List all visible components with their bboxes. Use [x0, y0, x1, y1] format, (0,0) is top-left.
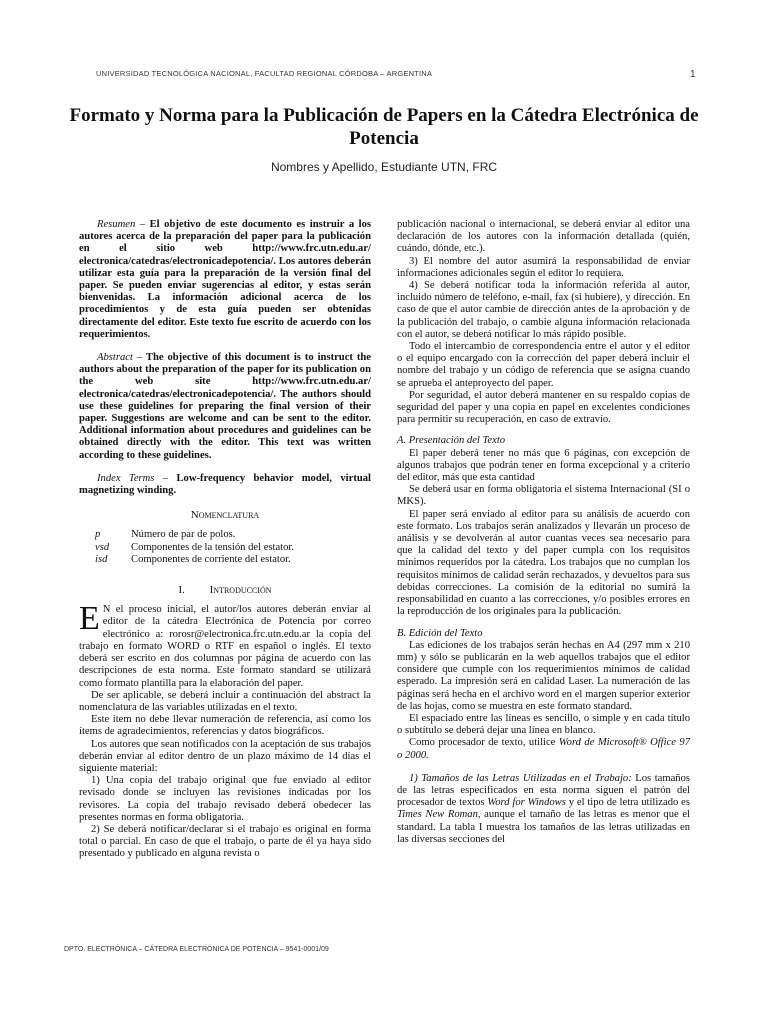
index-terms-label: Index Terms – [97, 472, 169, 484]
intro-paragraph-4: Los autores que sean notificados con la aceptación de sus trabajos deberán enviar al editor dentro de un plazo máximo de 14 días el siguiente material: [79, 738, 371, 774]
intro-paragraph-3: Este ítem no debe llevar numeración de referencia, así como los ítems de agradecimientos, referencias y datos biográficos. [79, 714, 371, 738]
right-paragraph-2: 3) El nombre del autor asumirá la responsabilidad de enviar informaciones adicionales según el editor lo requiera. [397, 255, 690, 279]
nomenclature-item [95, 542, 371, 554]
nomenclature-symbol: p [95, 529, 101, 541]
section-a-paragraph-2: Se deberá usar en forma obligatoria el sistema Internacional (SI o MKS). [397, 484, 690, 508]
intro-paragraph-2: De ser aplicable, se deberá incluir a continuación del abstract la nomenclatura de las variables utilizadas en el texto. [79, 689, 371, 713]
section-b-paragraph-3 [397, 737, 690, 761]
resumen-paragraph [79, 219, 371, 341]
font-sizes-em-2: Times New Roman [397, 809, 478, 821]
resumen-text: El objetivo de este documento es instruir a los autores acerca de la preparación del paper para la publicación en el sitio web http://www.frc.utn.edu.ar/ electronica/catedras/electronicadepotencia/. Los autores deberán utilizar esta guía para la preparación de la versión final del paper. Se pueden enviar sugerencias al editor, y estas serán bienvenidas. La información adicional acerca de los procedimientos y de esta guía pueden ser obtenidas directamente del editor. Este texto fue escrito de acuerdo con los requerimientos. [79, 219, 372, 340]
nomenclature-item [95, 529, 371, 541]
section-b-paragraph-2: El espaciado entre las líneas es sencillo, o simple y en cada título o subtítulo se deberá dejar una línea en blanco. [397, 712, 690, 737]
nomenclature-desc: Número de par de polos. [131, 529, 236, 541]
right-column [397, 219, 690, 846]
section-title: Introducción [209, 584, 272, 597]
intro-paragraph-1 [79, 600, 371, 689]
font-sizes-text-b: y el tipo de letra utilizado es [565, 797, 690, 809]
abstract-paragraph [79, 352, 371, 462]
running-header: UNIVERSIDAD TECNOLÓGICA NACIONAL, FACULTAD REGIONAL CÓRDOBA – ARGENTINA [96, 69, 433, 78]
nomenclature-symbol: isd [95, 553, 108, 565]
subsection-b-heading: B. Edición del Texto [397, 627, 483, 639]
introduction-heading [79, 584, 371, 596]
right-paragraph-1: publicación nacional o internacional, se deberá enviar al editor una declaración de los autores con la información detallada (quién, cuándo, dónde, etc.). [397, 219, 690, 255]
nomenclature-desc: Componentes de corriente del estator. [131, 553, 291, 565]
intro-text-1: N el proceso inicial, el autor/los autores deberán enviar al editor de la cátedra Electrónica de Potencia por correo electrónico a: rorosr@electronica.frc.utn.edu.ar la copia del trabajo en formato WORD o RTF en español o inglés. El texto deberá ser escrito en dos columnas por página de acuerdo con las descripciones de esta norma. Este formato standard se utilizará como formato plantilla para la elaboración del paper. [79, 604, 371, 689]
nomenclature-item [95, 554, 371, 566]
right-paragraph-3: 4) Se deberá notificar toda la información referida al autor, incluido número de teléfono, e-mail, fax (si hubiere), y dirección. En caso de que el autor cambie de dirección antes de la aprobación y de la publicación del trabajo, o cambie alguna información relacionada con el autor, se deberá notificar lo más rápido posible. [397, 280, 690, 340]
abstract-text: The objective of this document is to instruct the authors about the preparation of the paper for its publication on the web site http://www.frc.utn.edu.ar/ electronica/catedras/electronicadepotencia/. The authors should use these guidelines for preparing the final version of their paper. Suggestions are welcome and can be sent to the editor. Additional information about procedures and guidelines can be obtained directly with the editor. This text was written according to these guidelines. [79, 352, 371, 461]
resumen-label: Resumen – [97, 219, 146, 230]
drop-cap: E [79, 600, 100, 638]
font-sizes-paragraph [397, 773, 690, 846]
intro-paragraph-6: 2) Se deberá notificar/declarar si el trabajo es original en forma total o parcial. En caso de que el trabajo, o parte de él ya haya sido presentado y publicado en alguna revista o [79, 823, 371, 860]
section-b-paragraph-1: Las ediciones de los trabajos serán hechas en A4 (297 mm x 210 mm) y sólo se publicarán en la web aquellos trabajos que el editor considere que cumple con los requerimientos mínimos de calidad esperado. La impresión será en calidad Laser. La numeración de las páginas será hecha en el archivo word en el margen superior exterior de las hojas, como se muestra en este formato standard. [397, 639, 690, 712]
nomenclature-desc: Componentes de la tensión del estator. [131, 541, 294, 553]
abstract-label: Abstract – [97, 352, 143, 364]
font-sizes-text-c: , aunque el tamaño de las letras es menor que el standard. La tabla I muestra los tamaños de las letras utilizadas en las diversas secciones del [397, 809, 690, 845]
index-terms-paragraph [79, 473, 371, 497]
section-a-paragraph-3: El paper será enviado al editor para su análisis de acuerdo con este formato. Los trabajos serán analizados y llevarán un proceso de análisis y se devolverán al autor cuantas veces sea necesario para que la calidad del texto y del paper cumpla con los requisitos mínimos requeridos por la cátedra. Los trabajos que no cumplan los requisitos mínimos de calidad serán rechazados, y devueltos para sus debidas correcciones. La comisión de la editorial no sumirá la responsabilidad en cuanto a las correcciones, y/o posibles errores en la reproducción de los originales para la publicación. [397, 508, 690, 618]
left-column [79, 219, 371, 861]
intro-paragraph-5: 1) Una copia del trabajo original que fue enviado al editor revisado donde se incluyen las revisiones indicadas por los revisores. La copia del trabajo revisado deberá obedecer las presentes normas en forma obligatoria. [79, 775, 371, 823]
section-a-paragraph-1: El paper deberá tener no más que 6 páginas, con excepción de algunos trabajos que podrán tener en forma excepcional y a criterio del editor, más que esta cantidad [397, 447, 690, 484]
subsection-a-heading: A. Presentación del Texto [397, 435, 506, 447]
index-terms-text: Low-frequency behavior model, virtual magnetizing winding. [79, 472, 371, 497]
nomenclature-symbol: vsd [95, 541, 110, 553]
page-number: 1 [690, 69, 696, 80]
right-paragraph-4: Todo el intercambio de correspondencia entre el autor y el editor o el equipo encargado con la corrección del paper deberá incluir el nombre del trabajo y un código de referencia que se asigna cuando se aprueba el anteproyecto del paper. [397, 341, 690, 389]
running-footer: DPTO. ELECTRÓNICA – CÁTEDRA ELECTRÓNICA DE POTENCIA – 9541-0001/09 [64, 946, 329, 953]
author-line: Nombres y Apellido, Estudiante UTN, FRC [270, 160, 498, 174]
font-sizes-label: 1) Tamaños de las Letras Utilizadas en el Trabajo: [409, 772, 632, 784]
section-number: I. [178, 584, 185, 597]
word-processor-text: Como procesador de texto, utilice [409, 737, 559, 749]
font-sizes-text-a: Los tamaños de las letras especificados en esta norma siguen el patrón del procesador de textos [397, 772, 691, 809]
nomenclature-heading: Nomenclatura [190, 509, 260, 522]
right-paragraph-5: Por seguridad, el autor deberá mantener en su respaldo copias de seguridad del paper y una copia en papel en excelentes condiciones para permitir su recuperación, en caso de extravío. [397, 389, 690, 426]
word-processor-name: Word de Microsoft® Office 97 o 2000. [397, 737, 690, 761]
font-sizes-em-1: Word for Windows [487, 797, 566, 809]
paper-title: Formato y Norma para la Publicación de Papers en la Cátedra Electrónica de Potencia [69, 105, 699, 149]
